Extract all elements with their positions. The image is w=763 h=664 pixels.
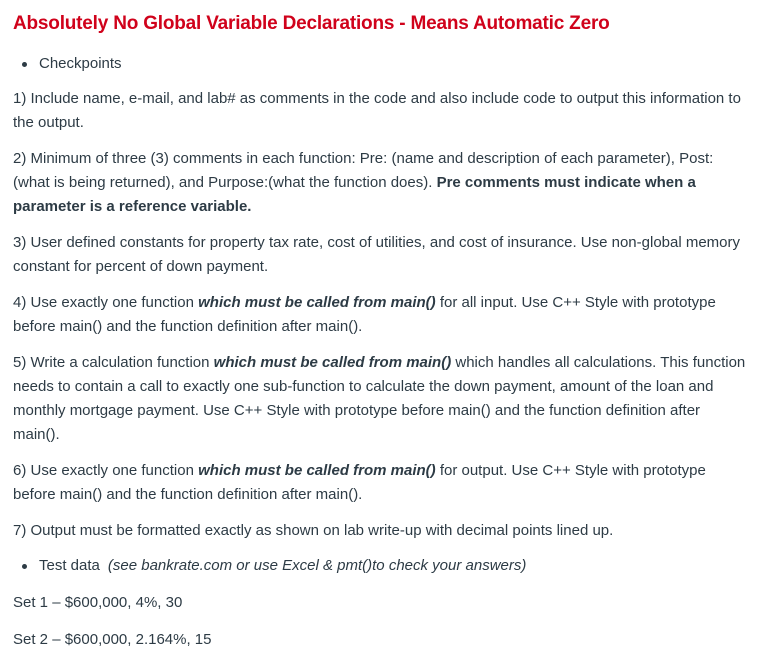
checkpoint-5-pre: 5) Write a calculation function bbox=[13, 354, 214, 371]
checkpoints-bullet bbox=[13, 53, 750, 75]
checkpoint-6-emphasis: which must be called from main() bbox=[198, 462, 436, 479]
checkpoint-6-post: for output. Use C++ Style with prototype before main() and the function definition after main(). bbox=[13, 462, 706, 503]
test-set-1-text: Set 1 – $600,000, 4%, 30 bbox=[13, 594, 183, 611]
checkpoint-5-post: which handles all calculations. This function needs to contain a call to exactly one sub-function to calculate the down payment, amount of the loan and monthly mortgage payment. Use C++ Style with prototype before main() and the function definition after main(). bbox=[13, 354, 746, 443]
page-title: Absolutely No Global Variable Declarations - Means Automatic Zero bbox=[13, 13, 610, 34]
checkpoint-4-emphasis: which must be called from main() bbox=[198, 294, 436, 311]
checkpoint-5-emphasis: which must be called from main() bbox=[213, 354, 452, 371]
test-set-2 bbox=[13, 628, 750, 652]
test-data-label: Test data bbox=[39, 557, 100, 574]
checkpoint-1 bbox=[13, 87, 750, 135]
checkpoint-2-bold-note: Pre comments must indicate when a parameter is a reference variable. bbox=[13, 174, 696, 215]
checkpoint-3 bbox=[13, 231, 750, 279]
test-set-2-text: Set 2 – $600,000, 2.164%, 15 bbox=[13, 631, 212, 648]
test-set-1 bbox=[13, 591, 750, 615]
checkpoint-7 bbox=[13, 519, 750, 543]
test-data-bullet bbox=[13, 555, 750, 577]
checkpoint-3-text: 3) User defined constants for property tax rate, cost of utilities, and cost of insurance. Use non-global memory constant for percent of down payment. bbox=[13, 234, 741, 275]
checkpoint-4 bbox=[13, 291, 750, 339]
checkpoint-2 bbox=[13, 147, 750, 219]
checkpoint-4-pre: 4) Use exactly one function bbox=[13, 294, 199, 311]
checkpoint-2-text: 2) Minimum of three (3) comments in each function: Pre: (name and description of each parameter), Post: (what is being returned), and Purpose:(what the function does). bbox=[13, 150, 714, 191]
checkpoint-1-text: 1) Include name, e-mail, and lab# as comments in the code and also include code to output this information to the output. bbox=[13, 90, 741, 131]
checkpoint-6-pre: 6) Use exactly one function bbox=[13, 462, 199, 479]
checkpoint-6 bbox=[13, 459, 750, 507]
checkpoints-label: Checkpoints bbox=[39, 55, 122, 72]
test-data-note: (see bankrate.com or use Excel & pmt()to check your answers) bbox=[107, 557, 527, 574]
checkpoint-7-text: 7) Output must be formatted exactly as shown on lab write-up with decimal points lined up. bbox=[13, 522, 614, 539]
checkpoint-5 bbox=[13, 351, 750, 447]
checkpoint-4-post: for all input. Use C++ Style with prototype before main() and the function definition after main(). bbox=[13, 294, 716, 335]
